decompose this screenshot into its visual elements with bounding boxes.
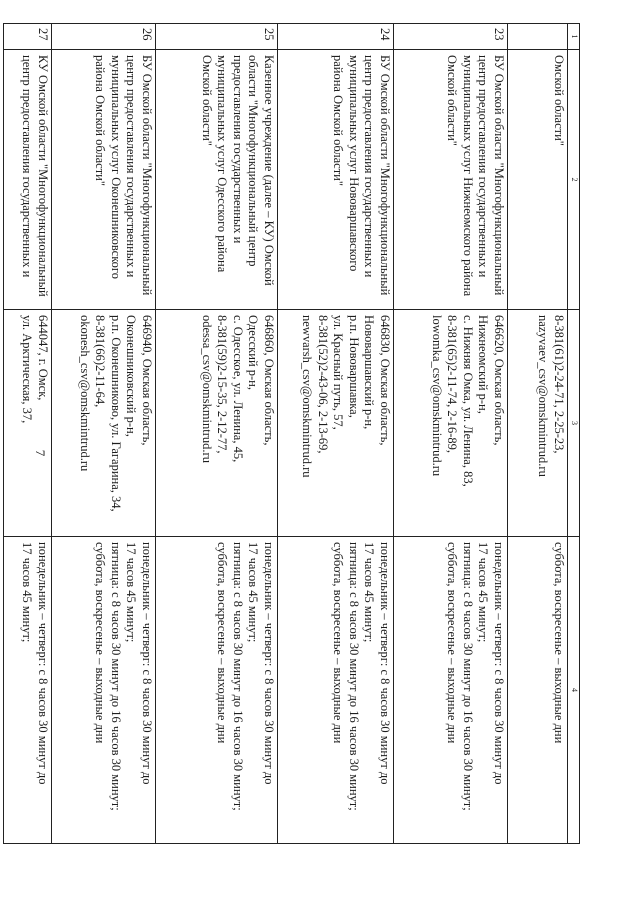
rotated-page: [20, 23, 580, 843]
address-contacts-cell: [394, 310, 508, 537]
institution-name-line: центр предоставления государственных и: [20, 55, 35, 278]
row-number: 26: [52, 24, 156, 50]
address-contacts-line: Нижнеомский р-н,: [476, 315, 491, 414]
address-contacts-line: Нововаршавский р-н,: [362, 315, 377, 430]
working-hours-cell: [508, 537, 568, 844]
working-hours-line: понедельник – четверг: с 8 часов 30 минут до: [36, 542, 50, 785]
working-hours-line: 17 часов 45 минут;: [246, 542, 261, 643]
address-contacts-line: newvarsh_csv@omskmintrud.ru: [300, 315, 315, 478]
institution-name-cell: [278, 50, 394, 310]
address-contacts-line: р.п. Нововаршавка,: [347, 315, 361, 418]
header-col-4: 4: [568, 537, 580, 844]
address-contacts-line: 8-381(52)2-43-06, 2-13-69,: [316, 315, 330, 454]
working-hours-line: пятница: с 8 часов 30 минут до 16 часов 30 минут;: [461, 542, 475, 811]
institution-name-cell: [4, 50, 52, 310]
header-col-1: 1: [568, 24, 580, 50]
working-hours-cell: [394, 537, 508, 844]
row-number: 24: [278, 24, 394, 50]
address-contacts-line: р.п. Оконешниково, ул. Гагарина, 34,: [109, 315, 123, 512]
table-row: [156, 24, 278, 844]
address-contacts-line: с. Одесское, ул. Ленина, 45,: [231, 315, 245, 463]
row-number: 25: [156, 24, 278, 50]
working-hours-line: понедельник – четверг: с 8 часов 30 минут до: [140, 542, 154, 785]
institution-name-line: Омской области": [552, 55, 566, 146]
address-contacts-line: Одесский р-н,: [246, 315, 261, 390]
working-hours-line: понедельник – четверг: с 8 часов 30 минут до: [492, 542, 506, 785]
address-contacts-line: 646860, Омская область,: [262, 315, 276, 446]
table-row: [52, 24, 156, 844]
working-hours-line: суббота, воскресенье – выходные дни: [215, 542, 230, 744]
institution-name-line: предоставления государственных и: [231, 55, 245, 244]
address-contacts-line: okonesh_csv@omskmintrud.ru: [78, 315, 92, 472]
working-hours-line: 17 часов 45 минут;: [362, 542, 377, 643]
header-col-2: 2: [568, 50, 580, 310]
institution-name-line: муниципальных услуг Нововаршавского: [347, 55, 361, 272]
address-contacts-line: 8-381(65)2-11-74, 2-16-89,: [445, 315, 460, 454]
working-hours-cell: [156, 537, 278, 844]
table-row: [278, 24, 394, 844]
institution-name-line: района Омской области": [331, 55, 346, 186]
address-contacts-line: Оконешниковский р-н,: [124, 315, 139, 437]
address-contacts-line: 8-381(59)2-15-35, 2-12-77,: [215, 315, 230, 454]
institution-name-line: Омской области": [200, 55, 214, 146]
address-contacts-cell: [52, 310, 156, 537]
address-contacts-line: ул. Арктическая, 37,: [20, 315, 35, 424]
institution-name-line: Казенное учреждение (далее – КУ) Омской: [262, 55, 276, 286]
institution-name-line: центр предоставления государственных и: [362, 55, 377, 278]
address-contacts-line: 646830, Омская область,: [378, 315, 392, 446]
address-contacts-cell: [508, 310, 568, 537]
row-number: [508, 24, 568, 50]
working-hours-line: 17 часов 45 минут;: [20, 542, 35, 643]
working-hours-line: суббота, воскресенье – выходные дни: [331, 542, 346, 744]
institution-name-line: БУ Омской области "Многофункциональный: [378, 55, 392, 296]
table-row: [508, 24, 568, 844]
header-col-3: 3: [568, 310, 580, 537]
institution-name-line: муниципальных услуг Нижнеомского района: [461, 55, 475, 297]
address-contacts-line: ул. Красный путь, 57,: [331, 315, 346, 430]
address-contacts-line: 646620, Омская область,: [492, 315, 506, 446]
header-row: [568, 24, 580, 844]
working-hours-line: суббота, воскресенье – выходные дни: [445, 542, 460, 744]
working-hours-line: пятница: с 8 часов 30 минут до 16 часов 30 минут;: [231, 542, 245, 811]
address-contacts-cell: [278, 310, 394, 537]
working-hours-line: 17 часов 45 минут;: [476, 542, 491, 643]
working-hours-cell: [4, 537, 52, 844]
working-hours-line: 17 часов 45 минут;: [124, 542, 139, 643]
institution-name-line: муниципальных услуг Оконешниковского: [109, 55, 123, 279]
institution-name-line: области "Многофункциональный центр: [246, 55, 261, 267]
row-number: 23: [394, 24, 508, 50]
institution-name-line: БУ Омской области "Многофункциональный: [492, 55, 506, 296]
address-contacts-line: 644047, г. Омск,: [36, 315, 50, 401]
working-hours-line: суббота, воскресенье – выходные дни: [93, 542, 108, 744]
mfc-table: [3, 23, 580, 844]
institution-name-line: муниципальных услуг Одесского района: [215, 55, 230, 273]
working-hours-cell: [52, 537, 156, 844]
address-contacts-line: 8-381(66)2-11-64,: [93, 315, 108, 408]
address-contacts-line: nazyvaev_csv@omskmintrud.ru: [536, 315, 551, 477]
page-number: 7: [33, 449, 48, 457]
institution-name-cell: [394, 50, 508, 310]
working-hours-cell: [278, 537, 394, 844]
table-row: [4, 24, 52, 844]
address-contacts-cell: [4, 310, 52, 537]
address-contacts-line: 646940, Омская область,: [140, 315, 154, 446]
institution-name-line: центр предоставления государственных и: [124, 55, 139, 278]
address-contacts-cell: [156, 310, 278, 537]
address-contacts-line: lowomka_csv@omskmintrud.ru: [430, 315, 444, 477]
address-contacts-line: odessa_csv@omskmintrud.ru: [200, 315, 214, 463]
working-hours-line: понедельник – четверг: с 8 часов 30 минут до: [378, 542, 392, 785]
address-contacts-line: с. Нижняя Омка, ул. Ленина, 83,: [461, 315, 475, 487]
working-hours-line: пятница: с 8 часов 30 минут до 16 часов 30 минут;: [347, 542, 361, 811]
institution-name-line: КУ Омской области "Многофункциональный: [36, 55, 50, 297]
address-contacts-line: 8-381(61)2-24-71, 2-25-23,: [552, 315, 566, 454]
institution-name-line: района Омской области": [93, 55, 108, 186]
institution-name-line: Омской области": [445, 55, 460, 146]
institution-name-cell: [52, 50, 156, 310]
working-hours-line: понедельник – четверг: с 8 часов 30 минут до: [262, 542, 276, 785]
working-hours-line: суббота, воскресенье – выходные дни: [552, 542, 566, 744]
institution-name-line: БУ Омской области "Многофункциональный: [140, 55, 154, 296]
institution-name-line: центр предоставления государственных и: [476, 55, 491, 278]
working-hours-line: пятница: с 8 часов 30 минут до 16 часов 30 минут;: [109, 542, 123, 811]
institution-name-cell: [508, 50, 568, 310]
row-number: 27: [4, 24, 52, 50]
institution-name-cell: [156, 50, 278, 310]
table-row: [394, 24, 508, 844]
